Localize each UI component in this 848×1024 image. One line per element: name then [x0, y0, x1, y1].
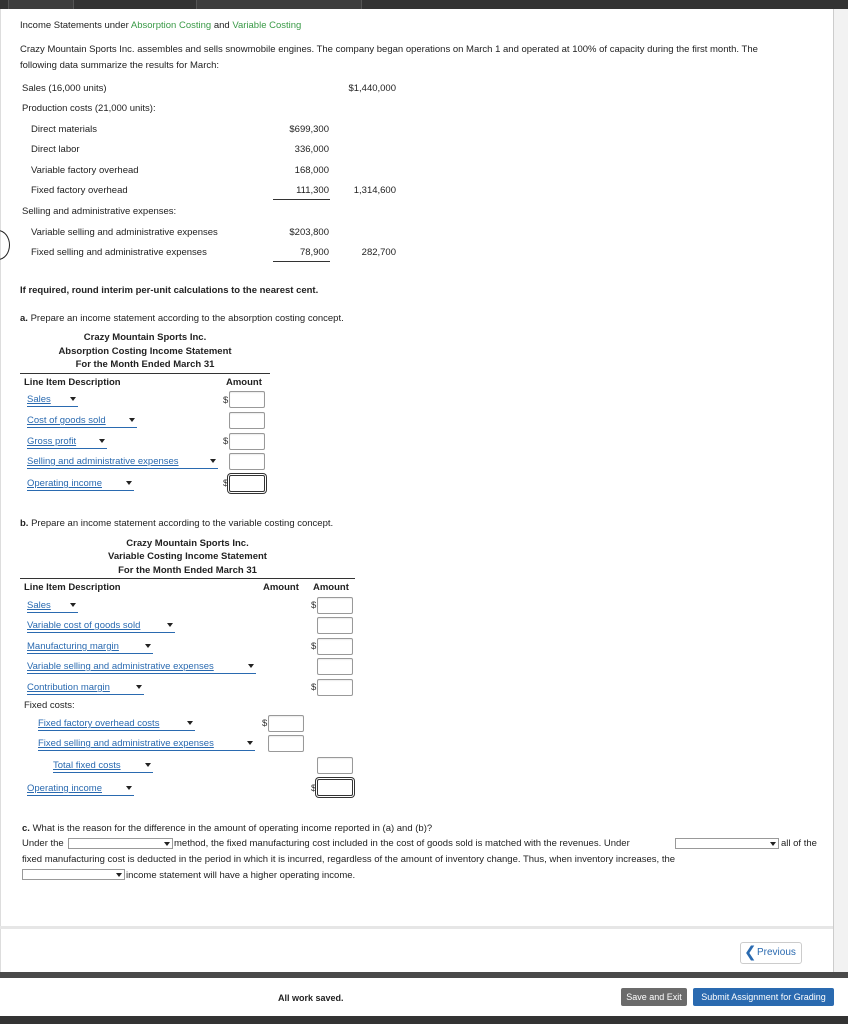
part-a-label: a.	[20, 313, 28, 324]
part-a-cogs-dropdown[interactable]: Cost of goods sold	[27, 415, 137, 428]
part-c-text: What is the reason for the difference in the amount of operating income reported in (a) and (b)?	[32, 823, 433, 834]
submit-assignment-button[interactable]: Submit Assignment for Grading	[693, 988, 834, 1006]
direct-labor-value: 336,000	[294, 144, 329, 155]
part-a-cogs-input[interactable]	[229, 412, 265, 429]
part-b-contribution-margin-input[interactable]	[317, 679, 353, 696]
fixed-factory-overhead-value: 111,300	[296, 185, 329, 196]
chevron-down-icon	[770, 842, 776, 846]
part-c-text-4: fixed manufacturing cost is deducted in the period in which it is incurred, regardless of the amount of inventory change. Thus, when inventory increases, the	[22, 854, 676, 865]
chevron-down-icon	[164, 842, 170, 846]
part-c-prompt	[22, 823, 432, 835]
currency-symbol: $	[311, 641, 317, 652]
part-a-selling-admin-dropdown[interactable]: Selling and administrative expenses	[27, 456, 218, 469]
part-a-gross-profit-input[interactable]	[229, 433, 265, 450]
variable-factory-overhead-label: Variable factory overhead	[31, 165, 139, 176]
part-b-manufacturing-margin-dropdown[interactable]: Manufacturing margin	[27, 641, 153, 654]
part-b-prompt	[20, 518, 333, 530]
top-tab[interactable]	[8, 0, 74, 9]
part-b-fixed-selling-admin-input[interactable]	[268, 735, 304, 752]
part-c-text-1: Under the	[22, 838, 64, 849]
part-a-col-description: Line Item Description	[24, 377, 121, 388]
part-b-variable-selling-admin-dropdown[interactable]: Variable selling and administrative expenses	[27, 661, 256, 674]
currency-symbol: $	[311, 682, 317, 693]
part-a-gross-profit-dropdown[interactable]: Gross profit	[27, 436, 107, 449]
fixed-selling-admin-label: Fixed selling and administrative expenses	[31, 247, 207, 258]
footer-bar-bottom	[0, 1016, 848, 1024]
currency-symbol: $	[223, 436, 229, 447]
clipped-circle-marker	[0, 230, 10, 260]
selling-admin-label: Selling and administrative expenses:	[22, 206, 177, 217]
part-c-label: c.	[22, 823, 30, 834]
part-b-operating-income-input[interactable]	[317, 779, 353, 796]
part-b-statement-title: Variable Costing Income Statement	[108, 551, 267, 562]
absorption-costing-link[interactable]: Absorption Costing	[130, 20, 212, 31]
part-a-sales-dropdown[interactable]: Sales	[27, 394, 78, 407]
currency-symbol: $	[262, 718, 268, 729]
part-b-label: b.	[20, 518, 29, 529]
page-title: Income Statements under Absorption Costing and Variable Costing	[20, 20, 302, 31]
fixed-factory-overhead-label: Fixed factory overhead	[31, 185, 128, 196]
part-c-text-5: income statement will have a higher operating income.	[126, 870, 356, 881]
subtotal-rule	[273, 261, 330, 262]
previous-button[interactable]: ❮ Previous	[740, 942, 802, 964]
part-b-sales-input[interactable]	[317, 597, 353, 614]
part-b-variable-cogs-dropdown[interactable]: Variable cost of goods sold	[27, 620, 175, 633]
part-b-company: Crazy Mountain Sports Inc.	[126, 538, 249, 549]
right-scroll-gutter	[833, 9, 848, 974]
save-and-exit-button[interactable]: Save and Exit	[621, 988, 687, 1006]
rounding-instruction: If required, round interim per-unit calculations to the nearest cent.	[20, 285, 319, 296]
chevron-down-icon	[187, 721, 193, 725]
part-b-sales-dropdown[interactable]: Sales	[27, 600, 78, 613]
top-tab[interactable]	[196, 0, 362, 9]
save-status: All work saved.	[278, 993, 344, 1003]
selling-admin-total: 282,700	[361, 247, 396, 258]
production-costs-total: 1,314,600	[353, 185, 396, 196]
part-b-fixed-factory-overhead-dropdown[interactable]: Fixed factory overhead costs	[38, 718, 195, 731]
intro-text-line1: Crazy Mountain Sports Inc. assembles and sells snowmobile engines. The company began operations on March 1 and operated at 100% of capacity during the first month. The	[20, 44, 758, 55]
part-a-operating-income-input[interactable]	[229, 475, 265, 492]
part-a-statement-title: Absorption Costing Income Statement	[58, 346, 232, 357]
part-b-total-fixed-dropdown[interactable]: Total fixed costs	[53, 760, 153, 773]
variable-costing-link[interactable]: Variable Costing	[232, 20, 302, 31]
part-a-prompt	[20, 313, 344, 325]
chevron-down-icon	[116, 873, 122, 877]
part-a-sales-input[interactable]	[229, 391, 265, 408]
sales-value: $1,440,000	[348, 83, 396, 94]
left-border	[0, 9, 1, 974]
direct-materials-value: $699,300	[289, 124, 329, 135]
part-b-fixed-factory-overhead-input[interactable]	[268, 715, 304, 732]
direct-labor-label: Direct labor	[31, 144, 80, 155]
chevron-down-icon	[145, 763, 151, 767]
part-a-period: For the Month Ended March 31	[75, 359, 215, 370]
sales-label: Sales (16,000 units)	[22, 83, 107, 94]
part-c-method-select-1[interactable]	[68, 838, 173, 849]
chevron-left-icon: ❮	[744, 944, 757, 961]
part-b-operating-income-dropdown[interactable]: Operating income	[27, 783, 134, 796]
part-a-operating-income-dropdown[interactable]: Operating income	[27, 478, 134, 491]
part-b-period: For the Month Ended March 31	[118, 565, 257, 576]
header-rule	[20, 578, 355, 579]
part-b-col-amount-2: Amount	[313, 582, 349, 593]
fixed-selling-admin-value: 78,900	[299, 247, 329, 258]
chevron-down-icon	[210, 459, 216, 463]
chevron-down-icon	[136, 685, 142, 689]
chevron-down-icon	[126, 786, 132, 790]
header-rule	[20, 373, 270, 374]
top-tab-bar	[0, 0, 848, 9]
part-a-col-amount: Amount	[226, 377, 262, 388]
variable-factory-overhead-value: 168,000	[294, 165, 329, 176]
variable-selling-admin-value: $203,800	[289, 227, 329, 238]
content-divider	[0, 926, 833, 929]
part-b-col-amount-1: Amount	[263, 582, 299, 593]
chevron-down-icon	[167, 623, 173, 627]
part-b-manufacturing-margin-input[interactable]	[317, 638, 353, 655]
chevron-down-icon	[70, 397, 76, 401]
part-a-text: Prepare an income statement according to the absorption costing concept.	[30, 313, 344, 324]
part-b-variable-selling-admin-input[interactable]	[317, 658, 353, 675]
part-a-company: Crazy Mountain Sports Inc.	[83, 332, 207, 343]
part-b-variable-cogs-input[interactable]	[317, 617, 353, 634]
part-c-method-select-3[interactable]	[22, 869, 125, 880]
chevron-down-icon	[145, 644, 151, 648]
chevron-down-icon	[126, 481, 132, 485]
currency-symbol: $	[311, 600, 317, 611]
direct-materials-label: Direct materials	[31, 124, 97, 135]
subtotal-rule	[273, 199, 330, 200]
part-b-fixed-selling-admin-dropdown[interactable]: Fixed selling and administrative expenses	[38, 738, 255, 751]
chevron-down-icon	[129, 418, 135, 422]
currency-symbol: $	[311, 783, 317, 794]
production-costs-label: Production costs (21,000 units):	[22, 103, 156, 114]
part-a-selling-admin-input[interactable]	[229, 453, 265, 470]
fixed-costs-label: Fixed costs:	[24, 700, 75, 711]
part-b-text: Prepare an income statement according to the variable costing concept.	[31, 518, 334, 529]
part-b-col-description: Line Item Description	[24, 582, 121, 593]
part-b-total-fixed-input[interactable]	[317, 757, 353, 774]
chevron-down-icon	[247, 741, 253, 745]
variable-selling-admin-label: Variable selling and administrative expenses	[31, 227, 218, 238]
intro-text-line2: following data summarize the results for March:	[20, 60, 220, 71]
part-c-text-2: method, the fixed manufacturing cost included in the cost of goods sold is matched with the revenues. Under	[174, 838, 630, 849]
chevron-down-icon	[248, 664, 254, 668]
chevron-down-icon	[99, 439, 105, 443]
currency-symbol: $	[223, 478, 229, 489]
chevron-down-icon	[70, 603, 76, 607]
part-c-method-select-2[interactable]	[675, 838, 779, 849]
part-b-contribution-margin-dropdown[interactable]: Contribution margin	[27, 682, 144, 695]
currency-symbol: $	[223, 395, 229, 406]
part-c-text-3: all of the	[781, 838, 817, 849]
